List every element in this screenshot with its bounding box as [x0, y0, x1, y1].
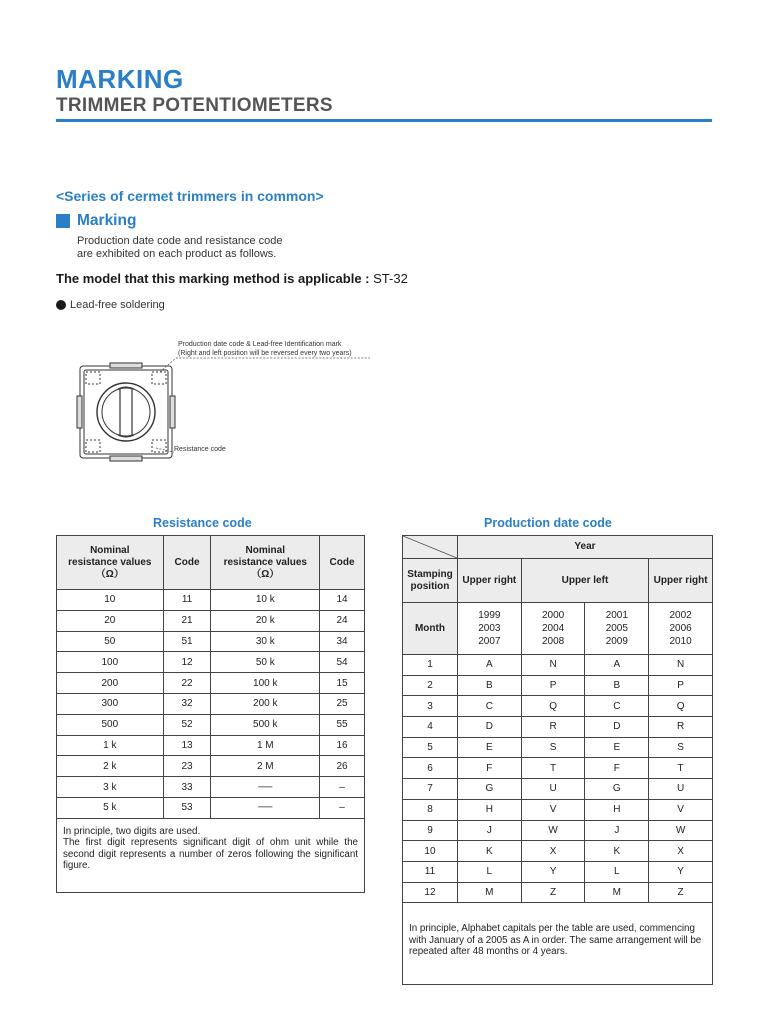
table-cell: ──: [211, 797, 320, 818]
corner-diagonal-cell: [403, 536, 458, 559]
table-row: [403, 779, 713, 800]
table-cell: 14: [320, 590, 365, 611]
table-header-row: [57, 536, 365, 590]
date-code-cell: P: [649, 675, 713, 696]
date-code-cell: A: [457, 655, 521, 676]
date-code-cell: Y: [649, 861, 713, 882]
table-row: [403, 758, 713, 779]
table-cell: 500 k: [211, 714, 320, 735]
date-code-cell: T: [649, 758, 713, 779]
table-cell: 54: [320, 652, 365, 673]
table-cell: 15: [320, 673, 365, 694]
date-code-cell: A: [585, 655, 649, 676]
date-code-cell: H: [585, 799, 649, 820]
description-line: are exhibited on each product as follows.: [77, 248, 277, 260]
table-cell: 10: [57, 590, 164, 611]
date-code-cell: G: [457, 779, 521, 800]
model-label: The model that this marking method is applicable :: [56, 271, 370, 286]
date-code-cell: X: [649, 841, 713, 862]
date-code-cell: B: [457, 675, 521, 696]
date-code-cell: R: [521, 717, 585, 738]
note-line: The first digit represents significant digit of ohm unit while the second digit represents a number of zeros following the significant figure.: [63, 837, 358, 872]
month-cell: 3: [403, 696, 458, 717]
date-code-cell: E: [585, 737, 649, 758]
table-row: [403, 820, 713, 841]
lead-free-label: Lead-free soldering: [70, 299, 165, 311]
table-cell: 34: [320, 631, 365, 652]
table-row: [57, 735, 365, 756]
date-code-cell: L: [585, 861, 649, 882]
date-code-cell: E: [457, 737, 521, 758]
description-line: Production date code and resistance code: [77, 235, 283, 247]
table-cell: 24: [320, 610, 365, 631]
table-row: [57, 652, 365, 673]
year-group: 1999 2003 2007: [457, 603, 521, 655]
table-cell: 51: [163, 631, 211, 652]
table-row: [403, 799, 713, 820]
table-cell: 30 k: [211, 631, 320, 652]
date-code-cell: U: [649, 779, 713, 800]
table-cell: –: [320, 777, 365, 798]
table-cell: 13: [163, 735, 211, 756]
table-row: [57, 631, 365, 652]
date-code-cell: S: [649, 737, 713, 758]
table-cell: 20: [57, 610, 164, 631]
table-row: [403, 841, 713, 862]
table-cell: 1 k: [57, 735, 164, 756]
trimmer-diagram: [70, 336, 390, 466]
nominal-header: Nominal resistance values （Ω）: [57, 536, 164, 590]
date-code-cell: J: [457, 820, 521, 841]
stamping-position-header: Stamping position: [403, 559, 458, 603]
table-cell: 25: [320, 693, 365, 714]
table-row: [57, 673, 365, 694]
page-subtitle: TRIMMER POTENTIOMETERS: [56, 95, 333, 116]
date-code-cell: F: [585, 758, 649, 779]
note-line: In principle, two digits are used.: [63, 825, 201, 837]
marking-heading-label: Marking: [77, 212, 137, 229]
month-cell: 5: [403, 737, 458, 758]
table-row: [57, 714, 365, 735]
date-code-cell: B: [585, 675, 649, 696]
date-code-cell: Q: [649, 696, 713, 717]
resistance-code-note: [57, 818, 365, 892]
date-code-cell: K: [585, 841, 649, 862]
table-cell: 12: [163, 652, 211, 673]
month-cell: 12: [403, 882, 458, 903]
month-cell: 9: [403, 820, 458, 841]
table-cell: 2 k: [57, 756, 164, 777]
lead-free-bullet: [56, 299, 165, 311]
date-code-cell: P: [521, 675, 585, 696]
table-cell: 1 M: [211, 735, 320, 756]
marking-heading: [56, 212, 136, 230]
table-cell: 32: [163, 693, 211, 714]
date-code-cell: N: [521, 655, 585, 676]
code-header: Code: [163, 536, 211, 590]
year-header-row: [403, 536, 713, 559]
diagram-label-date-line2: (Right and left position will be reversed every two years): [178, 350, 352, 357]
date-code-cell: Z: [521, 882, 585, 903]
date-code-cell: R: [649, 717, 713, 738]
date-code-cell: W: [521, 820, 585, 841]
year-groups-row: [403, 603, 713, 655]
date-code-cell: G: [585, 779, 649, 800]
date-code-cell: V: [649, 799, 713, 820]
table-cell: 11: [163, 590, 211, 611]
date-code-cell: C: [585, 696, 649, 717]
production-date-code-table: [402, 535, 713, 985]
table-cell: –: [320, 797, 365, 818]
table-row: [57, 756, 365, 777]
table-cell: 53: [163, 797, 211, 818]
title-rule: [56, 119, 712, 122]
diagonal-line: [403, 536, 457, 558]
model-value: ST-32: [373, 271, 408, 286]
date-code-cell: D: [585, 717, 649, 738]
date-code-cell: D: [457, 717, 521, 738]
date-code-cell: V: [521, 799, 585, 820]
month-cell: 2: [403, 675, 458, 696]
date-code-cell: X: [521, 841, 585, 862]
date-code-cell: Q: [521, 696, 585, 717]
date-code-cell: S: [521, 737, 585, 758]
resistance-code-table: [56, 535, 365, 893]
table-cell: 100 k: [211, 673, 320, 694]
date-code-cell: L: [457, 861, 521, 882]
year-group: 2002 2006 2010: [649, 603, 713, 655]
month-header: Month: [403, 603, 458, 655]
table-row: [403, 882, 713, 903]
position-upper-right: Upper right: [457, 559, 521, 603]
table-cell: 200 k: [211, 693, 320, 714]
year-group: 2000 2004 2008: [521, 603, 585, 655]
table-note-row: [403, 903, 713, 985]
model-applicability: [56, 271, 408, 286]
production-date-caption: Production date code: [484, 516, 612, 530]
month-cell: 1: [403, 655, 458, 676]
bullet-dot-icon: [56, 300, 66, 310]
date-code-cell: F: [457, 758, 521, 779]
month-cell: 4: [403, 717, 458, 738]
page-title: MARKING: [56, 64, 184, 94]
table-row: [403, 717, 713, 738]
month-cell: 11: [403, 861, 458, 882]
table-row: [403, 861, 713, 882]
table-row: [403, 696, 713, 717]
nominal-header: Nominal resistance values （Ω）: [211, 536, 320, 590]
table-row: [403, 655, 713, 676]
table-cell: 22: [163, 673, 211, 694]
date-code-cell: K: [457, 841, 521, 862]
stamping-position-row: [403, 559, 713, 603]
table-cell: 26: [320, 756, 365, 777]
trimmer-body-drawing: [77, 363, 175, 461]
table-row: [403, 675, 713, 696]
table-cell: ──: [211, 777, 320, 798]
date-code-cell: C: [457, 696, 521, 717]
table-cell: 50 k: [211, 652, 320, 673]
table-cell: 21: [163, 610, 211, 631]
table-row: [57, 590, 365, 611]
diagram-label-date-line1: Production date code & Lead-free Identification mark: [178, 341, 342, 348]
position-upper-right: Upper right: [649, 559, 713, 603]
year-group: 2001 2005 2009: [585, 603, 649, 655]
date-code-cell: J: [585, 820, 649, 841]
table-cell: 2 M: [211, 756, 320, 777]
table-cell: 10 k: [211, 590, 320, 611]
table-cell: 200: [57, 673, 164, 694]
date-code-cell: T: [521, 758, 585, 779]
table-row: [57, 777, 365, 798]
resistance-code-caption: Resistance code: [153, 516, 252, 530]
date-code-cell: W: [649, 820, 713, 841]
date-code-cell: N: [649, 655, 713, 676]
table-cell: 33: [163, 777, 211, 798]
table-cell: 3 k: [57, 777, 164, 798]
table-cell: 16: [320, 735, 365, 756]
table-cell: 55: [320, 714, 365, 735]
table-cell: 300: [57, 693, 164, 714]
table-cell: 23: [163, 756, 211, 777]
table-row: [57, 610, 365, 631]
table-cell: 20 k: [211, 610, 320, 631]
leader-lines: [156, 358, 370, 452]
table-cell: 52: [163, 714, 211, 735]
date-code-cell: H: [457, 799, 521, 820]
table-cell: 100: [57, 652, 164, 673]
month-cell: 6: [403, 758, 458, 779]
table-cell: 5 k: [57, 797, 164, 818]
diagram-label-resistance: Resistance code: [174, 446, 226, 453]
table-note-row: [57, 818, 365, 892]
date-code-cell: M: [585, 882, 649, 903]
table-cell: 500: [57, 714, 164, 735]
table-row: [57, 797, 365, 818]
position-upper-left: Upper left: [521, 559, 648, 603]
production-date-note: In principle, Alphabet capitals per the table are used, commencing with January of a 2005 as A in order. The same arrangement will be repeated after 48 months or 4 years.: [403, 903, 713, 985]
table-row: [57, 693, 365, 714]
date-code-cell: U: [521, 779, 585, 800]
month-cell: 7: [403, 779, 458, 800]
table-cell: 50: [57, 631, 164, 652]
date-code-cell: M: [457, 882, 521, 903]
code-header: Code: [320, 536, 365, 590]
date-code-cell: Z: [649, 882, 713, 903]
series-heading: <Series of cermet trimmers in common>: [56, 188, 324, 204]
month-cell: 8: [403, 799, 458, 820]
square-bullet-icon: [56, 214, 70, 228]
date-code-cell: Y: [521, 861, 585, 882]
marking-description: [77, 235, 377, 261]
month-cell: 10: [403, 841, 458, 862]
table-row: [403, 737, 713, 758]
year-header: Year: [457, 536, 712, 559]
